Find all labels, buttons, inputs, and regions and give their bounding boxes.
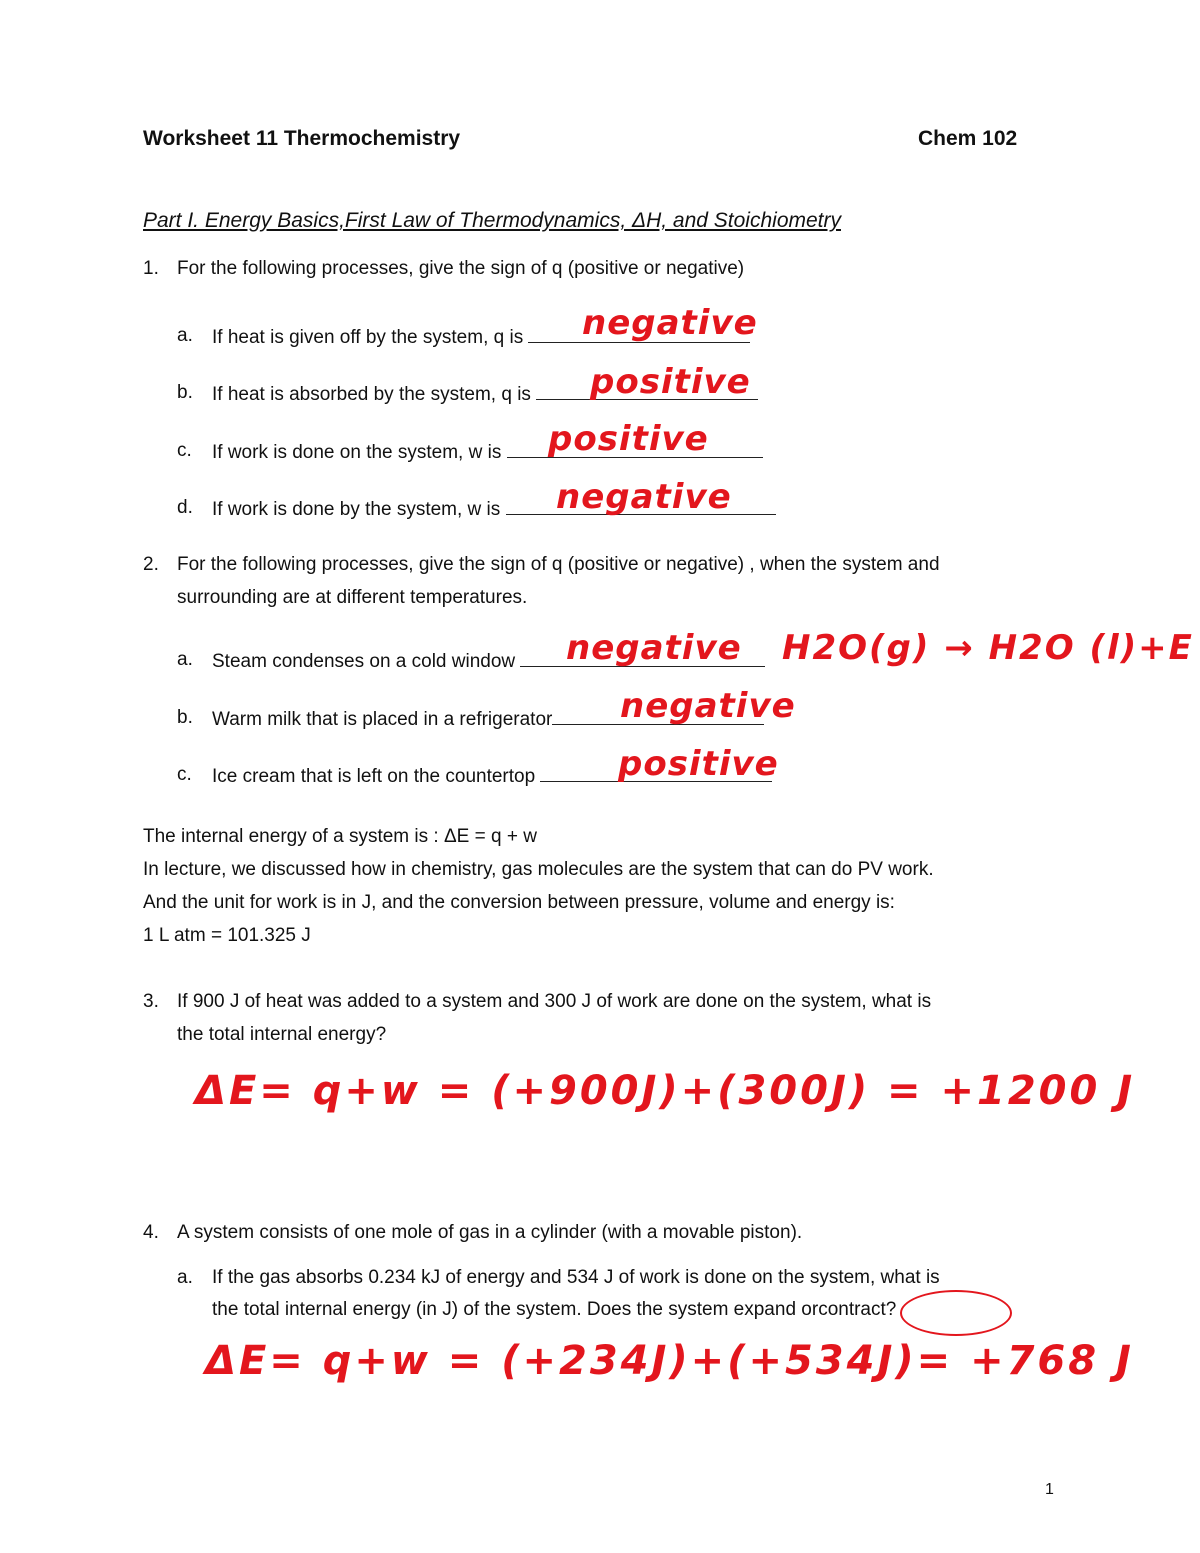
item-letter: b. xyxy=(177,382,193,403)
item-text: Steam condenses on a cold window xyxy=(212,648,765,674)
item-text: If heat is absorbed by the system, q is xyxy=(212,381,758,407)
question-number: 3. xyxy=(143,991,159,1012)
note-line: In lecture, we discussed how in chemistry, gas molecules are the system that can do PV work. xyxy=(143,859,934,880)
question-number: 4. xyxy=(143,1222,159,1243)
handwritten-answer: negative xyxy=(556,477,732,517)
item-text: If the gas absorbs 0.234 kJ of energy and 534 J of work is done on the system, what is xyxy=(212,1267,940,1288)
question-prompt: A system consists of one mole of gas in a cylinder (with a movable piston). xyxy=(177,1222,803,1243)
circled-answer: contract? xyxy=(818,1299,897,1320)
worksheet-title: Worksheet 11 Thermochemistry xyxy=(143,127,461,150)
question-prompt: For the following processes, give the sign of q (positive or negative) , when the system and xyxy=(177,554,940,575)
answer-circle xyxy=(900,1290,1012,1336)
item-letter: d. xyxy=(177,497,193,518)
question-number: 1. xyxy=(143,258,159,279)
item-text: Warm milk that is placed in a refrigerator xyxy=(212,706,764,732)
question-prompt: If 900 J of heat was added to a system and 300 J of work are done on the system, what is xyxy=(177,991,932,1012)
handwritten-answer: positive xyxy=(548,419,709,459)
question-prompt: For the following processes, give the sign of q (positive or negative) xyxy=(177,258,745,279)
handwritten-solution: ΔE= q+w = (+234J)+(+534J)= +768 J xyxy=(205,1338,1134,1384)
handwritten-answer: positive xyxy=(618,744,779,784)
item-letter: b. xyxy=(177,707,193,728)
item-text: Ice cream that is left on the countertop xyxy=(212,763,772,789)
question-number: 2. xyxy=(143,554,159,575)
item-text: the total internal energy (in J) of the system. Does the system expand orcontract? xyxy=(212,1299,897,1320)
item-text: If work is done on the system, w is xyxy=(212,439,763,465)
note-line: And the unit for work is in J, and the conversion between pressure, volume and energy is: xyxy=(143,892,895,913)
handwritten-answer: negative xyxy=(582,303,758,343)
handwritten-solution: ΔE= q+w = (+900J)+(300J) = +1200 J xyxy=(195,1068,1136,1114)
item-letter: a. xyxy=(177,325,193,346)
course-label: Chem 102 xyxy=(918,127,1018,150)
note-line: The internal energy of a system is : ΔE = q + w xyxy=(143,826,537,847)
question-prompt: surrounding are at different temperatures. xyxy=(177,587,528,608)
part-heading: Part I. Energy Basics,First Law of Thermodynamics, ΔH, and Stoichiometry xyxy=(143,209,841,232)
handwritten-answer: negative xyxy=(566,628,742,668)
item-letter: a. xyxy=(177,649,193,670)
note-line: 1 L atm = 101.325 J xyxy=(143,925,311,946)
item-letter: c. xyxy=(177,440,192,461)
item-text: If work is done by the system, w is xyxy=(212,496,776,522)
item-text: If heat is given off by the system, q is xyxy=(212,324,750,350)
handwritten-answer: negative xyxy=(620,686,796,726)
question-prompt: the total internal energy? xyxy=(177,1024,387,1045)
page-number: 1 xyxy=(1045,1481,1054,1498)
handwritten-note: H2O(g) → H2O (l)+E xyxy=(782,628,1194,668)
item-letter: c. xyxy=(177,764,192,785)
item-letter: a. xyxy=(177,1267,193,1288)
handwritten-answer: positive xyxy=(590,362,751,402)
